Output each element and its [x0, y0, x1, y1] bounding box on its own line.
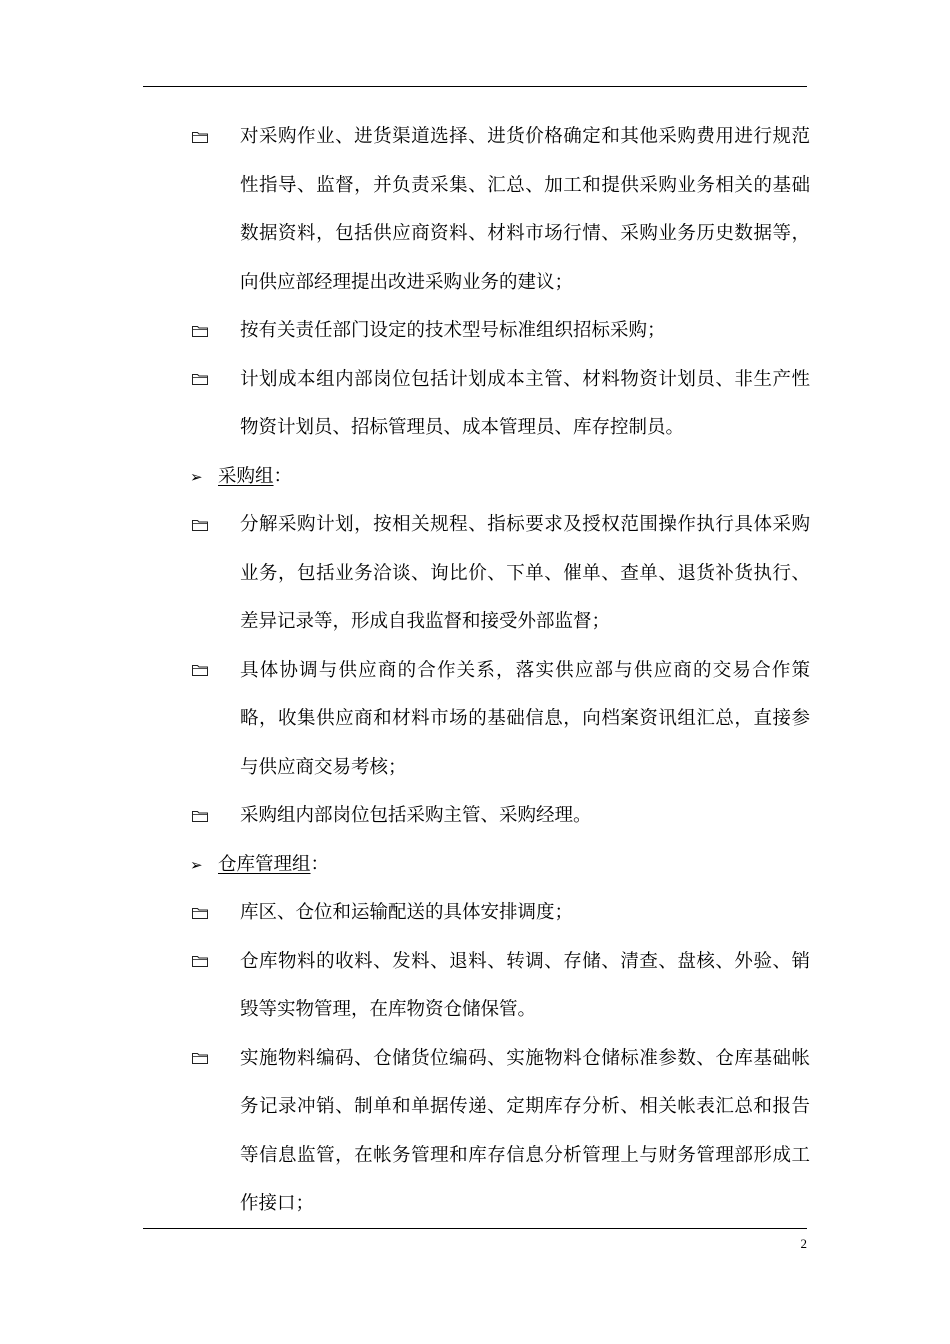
list-item [190, 1035, 810, 1229]
list-item [190, 647, 810, 793]
list-item [190, 792, 810, 841]
arrow-bullet-icon: ➢ [190, 855, 203, 874]
list-item-text: 对采购作业、进货渠道选择、进货价格确定和其他采购费用进行规范性指导、监督，并负责采集、汇总、加工和提供采购业务相关的基础数据资料，包括供应商资料、材料市场行情、采购业务历史数据等，向供应部经理提出改进采购业务的建议； [240, 126, 810, 293]
list-item-text: 分解采购计划，按相关规程、指标要求及授权范围操作执行具体采购业务，包括业务洽谈、询比价、下单、催单、查单、退货补货执行、差异记录等，形成自我监督和接受外部监督； [240, 514, 810, 632]
section-heading-suffix: ： [273, 465, 293, 487]
arrow-bullet-icon: ➢ [190, 467, 203, 486]
list-item [190, 938, 810, 1035]
header-rule [143, 86, 807, 87]
footer-rule [143, 1228, 807, 1229]
folder-icon [192, 792, 214, 841]
section-heading-label: 仓库管理组 [218, 853, 311, 875]
list-item [190, 501, 810, 647]
folder-icon [192, 647, 214, 696]
list-item-text: 按有关责任部门设定的技术型号标准组织招标采购； [240, 320, 666, 341]
folder-icon [192, 356, 214, 405]
folder-icon [192, 307, 214, 356]
list-item [190, 307, 810, 356]
section-heading-label: 采购组 [218, 465, 274, 487]
list-item [190, 889, 810, 938]
list-item-text: 库区、仓位和运输配送的具体安排调度； [240, 902, 574, 923]
folder-icon [192, 501, 214, 550]
section-heading-warehouse [190, 841, 810, 890]
list-item [190, 113, 810, 307]
list-item-text: 计划成本组内部岗位包括计划成本主管、材料物资计划员、非生产性物资计划员、招标管理员、成本管理员、库存控制员。 [240, 368, 810, 438]
list-item-text: 仓库物料的收料、发料、退料、转调、存储、清查、盘核、外验、销毁等实物管理，在库物资仓储保管。 [240, 950, 810, 1020]
document-body [190, 113, 810, 1229]
section-heading-procurement [190, 453, 810, 502]
folder-icon [192, 113, 214, 162]
section-heading-suffix: ： [310, 853, 330, 875]
page-number: 2 [800, 1236, 807, 1251]
list-item-text: 采购组内部岗位包括采购主管、采购经理。 [240, 805, 592, 826]
folder-icon [192, 889, 214, 938]
list-item-text: 具体协调与供应商的合作关系，落实供应部与供应商的交易合作策略，收集供应商和材料市场的基础信息，向档案资讯组汇总，直接参与供应商交易考核； [240, 659, 810, 778]
folder-icon [192, 1035, 214, 1084]
list-item [190, 356, 810, 453]
folder-icon [192, 938, 214, 987]
list-item-text: 实施物料编码、仓储货位编码、实施物料仓储标准参数、仓库基础帐务记录冲销、制单和单据传递、定期库存分析、相关帐表汇总和报告等信息监管，在帐务管理和库存信息分析管理上与财务管理部形成工作接口； [240, 1047, 810, 1214]
